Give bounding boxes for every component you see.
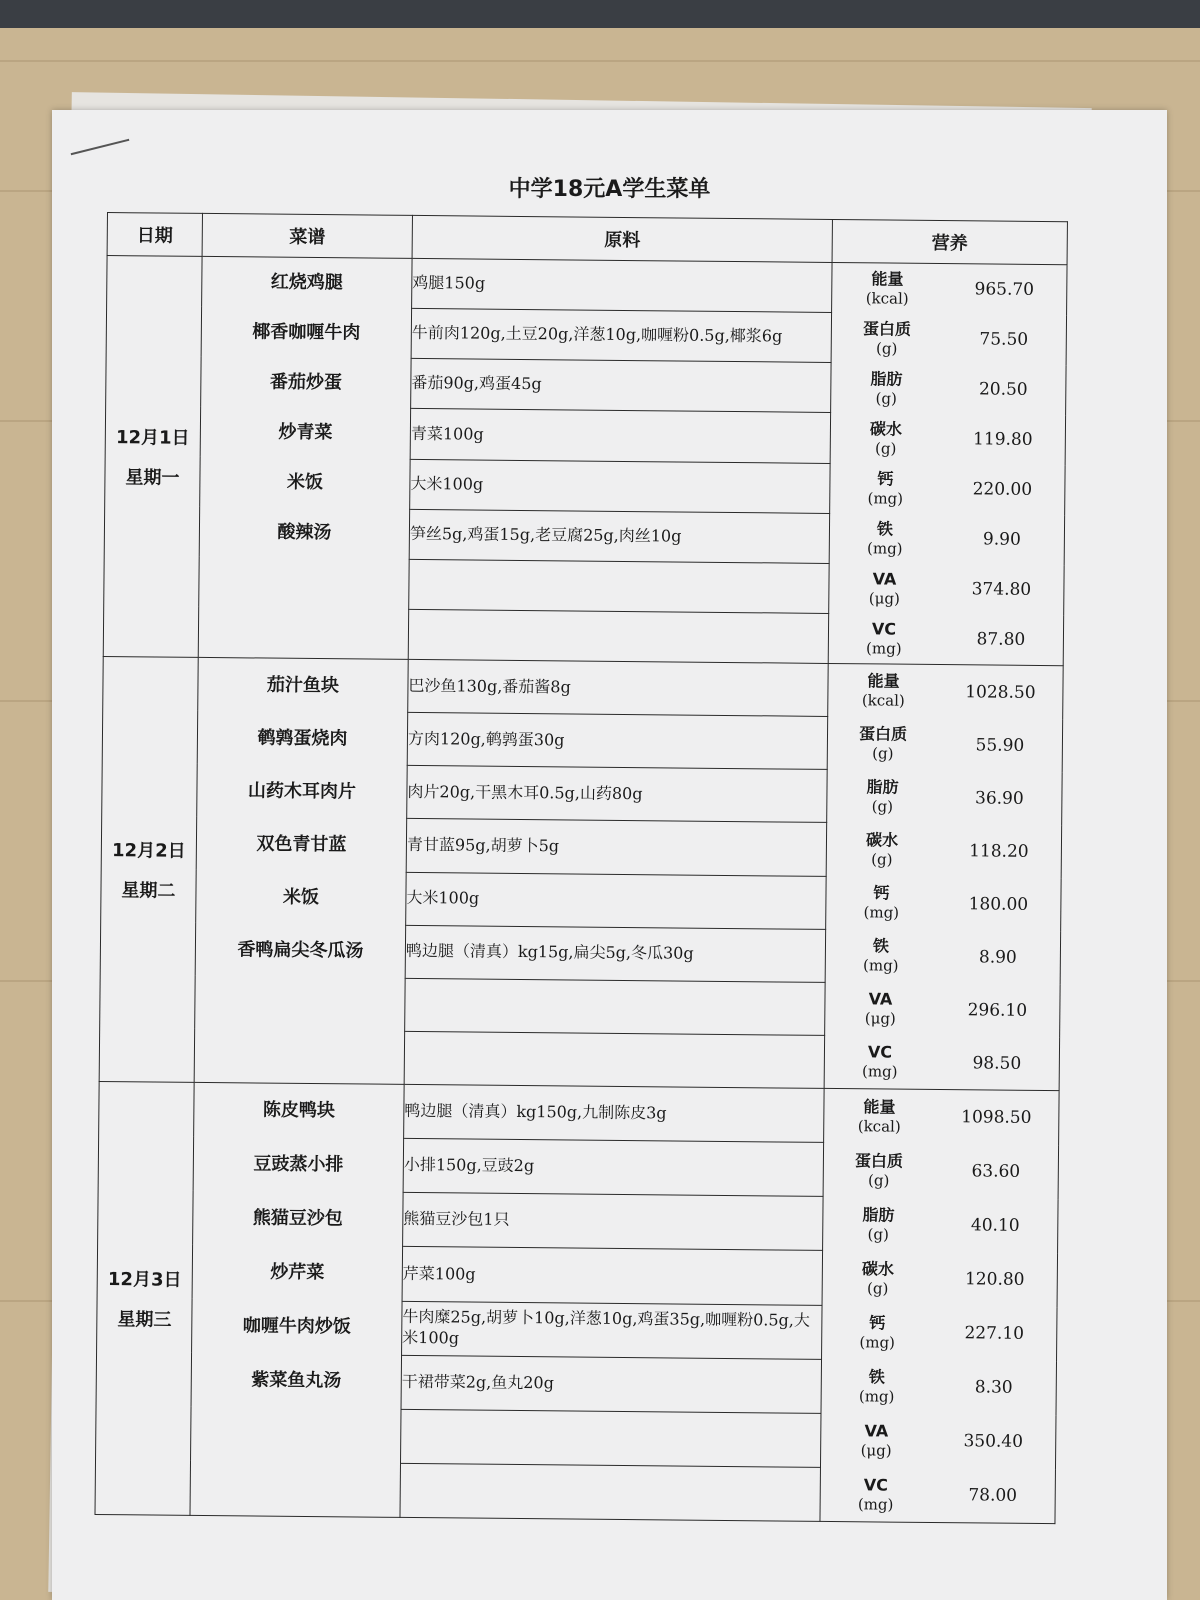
date-cell	[95, 1081, 194, 1515]
ingredients-cell: 大米100g	[406, 872, 826, 929]
nutrition-label	[831, 369, 941, 409]
nutrient-value: 1098.50	[961, 1107, 1032, 1128]
nutrient-name: 蛋白质	[862, 318, 912, 339]
ingredients-cell: 巴沙鱼130g,番茄酱8g	[408, 659, 828, 716]
nutrition-label	[829, 619, 939, 659]
nutrition-item	[828, 717, 1062, 772]
nutrition-item	[830, 463, 1064, 515]
ingredients-cell: 牛前肉120g,土豆20g,洋葱10g,咖喱粉0.5g,椰浆6g	[411, 309, 831, 363]
nutrition-label	[826, 936, 936, 976]
nutrient-unit: (kcal)	[861, 691, 905, 710]
nutrition-cell	[824, 663, 1063, 1090]
dish-name: 炒青菜	[278, 421, 333, 444]
nutrition-item	[822, 1359, 1057, 1415]
nutrient-name: VA	[872, 568, 897, 589]
nutrition-label	[825, 1042, 935, 1082]
weekday-label: 星期一	[125, 467, 180, 489]
nutrition-item	[823, 1197, 1058, 1253]
nutrient-unit: (g)	[867, 1224, 889, 1244]
nutrient-name: VC	[863, 1474, 888, 1495]
nutrient-name: 脂肪	[862, 1204, 895, 1225]
nutrient-value: 350.40	[963, 1431, 1024, 1452]
nutrition-label	[821, 1475, 931, 1515]
nutrient-value: 374.80	[971, 579, 1032, 600]
nutrient-name: 铁	[868, 1366, 885, 1387]
nutrient-value: 118.20	[969, 840, 1029, 862]
date-cell	[103, 256, 202, 658]
nutrient-value: 8.30	[974, 1377, 1013, 1398]
nutrient-unit: (g)	[868, 1170, 890, 1190]
nutrient-value: 180.00	[968, 893, 1029, 915]
ingredients-cell	[405, 978, 825, 1035]
ingredients-cell: 芹菜100g	[402, 1247, 823, 1305]
nutrient-name: 能量	[863, 1096, 896, 1117]
dish-row	[99, 1081, 1059, 1144]
nutrition-item	[832, 313, 1066, 365]
nutrient-name: 铁	[876, 519, 894, 539]
nutrient-value: 98.50	[972, 1052, 1022, 1074]
nutrient-unit: (kcal)	[865, 288, 909, 308]
dish-name	[191, 1407, 401, 1463]
nutrition-label	[829, 569, 939, 609]
date-label: 12月3日	[107, 1269, 182, 1291]
nutrient-unit: (g)	[875, 439, 897, 458]
weekday-label: 星期二	[121, 880, 176, 902]
dish-name: 鹌鹑蛋烧肉	[257, 727, 348, 750]
nutrient-name: 蛋白质	[854, 1150, 904, 1171]
nutrition-cell	[828, 262, 1067, 665]
nutrition-item	[826, 929, 1060, 984]
nutrient-unit: (g)	[871, 850, 893, 869]
nutrient-name: VC	[871, 618, 897, 639]
ingredients-cell: 青菜100g	[410, 409, 830, 463]
nutrient-name: 钙	[877, 469, 894, 489]
ingredients-cell: 小排150g,豆豉2g	[403, 1139, 824, 1197]
ingredients-cell: 肉片20g,干黑木耳0.5g,山药80g	[407, 766, 827, 823]
nutrient-value: 220.00	[972, 479, 1033, 500]
ingredients-cell: 鸡腿150g	[412, 258, 832, 312]
pen-mark	[71, 139, 130, 155]
menu-table	[94, 212, 1067, 1524]
header-ingredients: 原料	[412, 215, 832, 262]
nutrition-label	[827, 777, 937, 817]
dish-name: 咖喱牛肉炒饭	[242, 1315, 351, 1338]
nutrition-item	[829, 563, 1063, 615]
dish-name: 椰香咖喱牛肉	[252, 321, 361, 344]
menu-body	[95, 256, 1067, 1524]
date-label: 12月1日	[115, 427, 190, 449]
dish-name: 酸辣汤	[277, 521, 332, 544]
nutrition-label	[824, 1097, 934, 1137]
nutrient-value: 63.60	[971, 1161, 1021, 1182]
dish-column	[198, 256, 412, 659]
nutrition-item	[824, 1089, 1059, 1145]
date-label: 12月2日	[111, 840, 186, 862]
nutrient-value: 119.80	[973, 429, 1033, 450]
nutrient-unit: (mg)	[862, 956, 899, 975]
nutrition-label	[822, 1367, 932, 1407]
nutrition-label	[822, 1313, 932, 1353]
nutrition-cell	[820, 1088, 1059, 1523]
nutrient-unit: (g)	[875, 339, 898, 358]
nutrient-name: 能量	[867, 671, 900, 691]
nutrient-name: 钙	[873, 883, 890, 903]
nutrient-value: 1028.50	[965, 681, 1036, 703]
nutrition-item	[827, 823, 1061, 878]
nutrition-item	[826, 876, 1060, 931]
ingredients-cell: 熊猫豆沙包1只	[403, 1193, 824, 1251]
ingredients-cell: 大米100g	[410, 459, 830, 513]
nutrition-item	[821, 1413, 1056, 1469]
nutrient-unit: (mg)	[857, 1494, 894, 1514]
ingredients-cell: 番茄90g,鸡蛋45g	[411, 359, 831, 413]
nutrition-item	[820, 1467, 1055, 1523]
nutrient-unit: (mg)	[859, 1332, 896, 1352]
ingredients-cell: 青甘蓝95g,胡萝卜5g	[406, 819, 826, 876]
nutrient-value: 9.90	[982, 529, 1021, 550]
nutrition-label	[828, 724, 938, 764]
dish-name	[195, 976, 404, 1031]
dish-name: 炒芹菜	[270, 1261, 325, 1284]
page-title: 中学18元A学生菜单	[508, 177, 711, 202]
ingredients-cell: 干裙带菜2g,鱼丸20g	[401, 1355, 822, 1413]
nutrition-label	[827, 830, 937, 870]
nutrition-item	[830, 513, 1064, 565]
dish-name: 熊猫豆沙包	[252, 1207, 343, 1230]
nutrient-unit: (mg)	[863, 903, 900, 922]
menu-sheet	[52, 110, 1167, 1600]
nutrition-label	[824, 1151, 934, 1191]
nutrition-label	[826, 883, 936, 923]
nutrient-unit: (g)	[866, 1278, 889, 1298]
dish-name: 红烧鸡腿	[270, 271, 343, 294]
nutrient-value: 8.90	[978, 946, 1017, 968]
nutrient-value: 296.10	[967, 999, 1028, 1021]
nutrient-unit: (mg)	[866, 538, 903, 558]
desk-edge	[0, 0, 1200, 28]
ingredients-cell	[409, 559, 829, 613]
nutrition-item	[831, 413, 1065, 465]
dish-name	[199, 557, 408, 609]
nutrition-item	[831, 363, 1065, 415]
ingredients-cell: 鸭边腿（清真）kg15g,扁尖5g,冬瓜30g	[405, 925, 825, 982]
nutrient-unit: (mg)	[867, 488, 904, 508]
nutrient-name: 钙	[869, 1312, 886, 1333]
nutrient-unit: (g)	[871, 797, 894, 816]
nutrient-unit: (g)	[872, 744, 894, 763]
nutrition-label	[823, 1259, 933, 1299]
nutrition-item	[832, 263, 1066, 315]
nutrition-item	[822, 1305, 1057, 1361]
nutrient-value: 36.90	[974, 787, 1024, 809]
nutrient-unit: (g)	[875, 389, 897, 408]
nutrient-unit: (mg)	[865, 638, 902, 658]
nutrient-value: 78.00	[968, 1485, 1018, 1506]
weekday-label: 星期三	[117, 1309, 172, 1331]
wood-grain	[0, 60, 1200, 62]
nutrient-unit: (μg)	[868, 588, 900, 608]
nutrient-name: 碳水	[869, 418, 903, 439]
nutrition-label	[825, 989, 935, 1029]
nutrient-value: 75.50	[979, 329, 1029, 350]
nutrient-value: 40.10	[970, 1215, 1020, 1236]
nutrient-value: 120.80	[964, 1269, 1025, 1290]
nutrition-item	[829, 613, 1063, 665]
dish-name	[195, 1029, 404, 1084]
ingredients-cell: 方肉120g,鹌鹑蛋30g	[407, 713, 827, 770]
dish-name: 紫菜鱼丸汤	[251, 1369, 342, 1392]
nutrient-name: 蛋白质	[858, 724, 908, 744]
dish-name: 番茄炒蛋	[269, 371, 342, 394]
nutrient-name: 碳水	[865, 830, 899, 850]
dish-row	[103, 656, 1063, 718]
nutrition-item	[825, 982, 1059, 1037]
nutrient-name: VA	[864, 1420, 889, 1441]
nutrient-name: 脂肪	[866, 777, 899, 797]
dish-name: 香鸭扁尖冬瓜汤	[237, 939, 364, 962]
dish-name: 茄汁鱼块	[266, 674, 340, 697]
dish-name	[199, 607, 408, 659]
nutrient-name: VA	[868, 989, 893, 1009]
ingredients-cell: 牛肉糜25g,胡萝卜10g,洋葱10g,鸡蛋35g,咖喱粉0.5g,大米100g	[402, 1301, 823, 1359]
nutrition-item	[827, 770, 1061, 825]
ingredients-cell	[408, 609, 828, 663]
nutrient-value: 87.80	[976, 629, 1026, 650]
nutrient-unit: (mg)	[858, 1386, 895, 1406]
nutrient-unit: (μg)	[860, 1440, 892, 1460]
nutrient-name: 能量	[871, 268, 904, 289]
nutrition-label	[828, 671, 938, 711]
dish-column	[194, 657, 408, 1084]
nutrition-label	[831, 419, 941, 459]
dish-name: 陈皮鸭块	[262, 1099, 335, 1122]
nutrient-name: VC	[867, 1042, 893, 1062]
nutrient-name: 脂肪	[870, 368, 903, 389]
dish-name: 山药木耳肉片	[247, 780, 357, 803]
nutrition-item	[828, 664, 1062, 719]
header-date: 日期	[107, 213, 202, 257]
nutrient-value: 20.50	[978, 379, 1028, 400]
dish-column	[190, 1082, 404, 1517]
nutrient-value: 965.70	[974, 279, 1035, 300]
nutrition-item	[825, 1035, 1059, 1090]
dish-name: 米饭	[282, 886, 320, 909]
nutrition-label	[821, 1421, 931, 1461]
date-cell	[99, 656, 198, 1082]
ingredients-cell: 笋丝5g,鸡蛋15g,老豆腐25g,肉丝10g	[409, 509, 829, 563]
nutrient-value: 55.90	[975, 734, 1025, 756]
nutrient-unit: (kcal)	[857, 1116, 901, 1136]
nutrient-unit: (mg)	[861, 1062, 898, 1081]
nutrition-item	[824, 1143, 1059, 1199]
nutrition-label	[830, 469, 940, 509]
ingredients-cell	[401, 1409, 822, 1467]
header-nutrition: 营养	[832, 219, 1067, 264]
dish-name: 豆豉蒸小排	[253, 1153, 344, 1176]
nutrient-name: 碳水	[861, 1258, 894, 1279]
nutrition-label	[823, 1205, 933, 1245]
nutrient-name: 铁	[872, 936, 890, 956]
dish-name: 双色青甘蓝	[256, 833, 347, 856]
header-dish: 菜谱	[202, 213, 412, 258]
nutrient-unit: (μg)	[864, 1009, 896, 1028]
nutrition-item	[823, 1251, 1058, 1307]
dish-name: 米饭	[286, 471, 324, 494]
ingredients-cell	[404, 1031, 824, 1088]
ingredients-cell	[400, 1463, 821, 1521]
nutrition-label	[832, 269, 942, 309]
nutrient-value: 227.10	[964, 1323, 1025, 1344]
nutrition-label	[830, 519, 940, 559]
nutrition-label	[832, 319, 942, 359]
ingredients-cell: 鸭边腿（清真）kg150g,九制陈皮3g	[404, 1084, 825, 1142]
dish-name	[190, 1461, 400, 1517]
dish-row	[107, 256, 1067, 315]
